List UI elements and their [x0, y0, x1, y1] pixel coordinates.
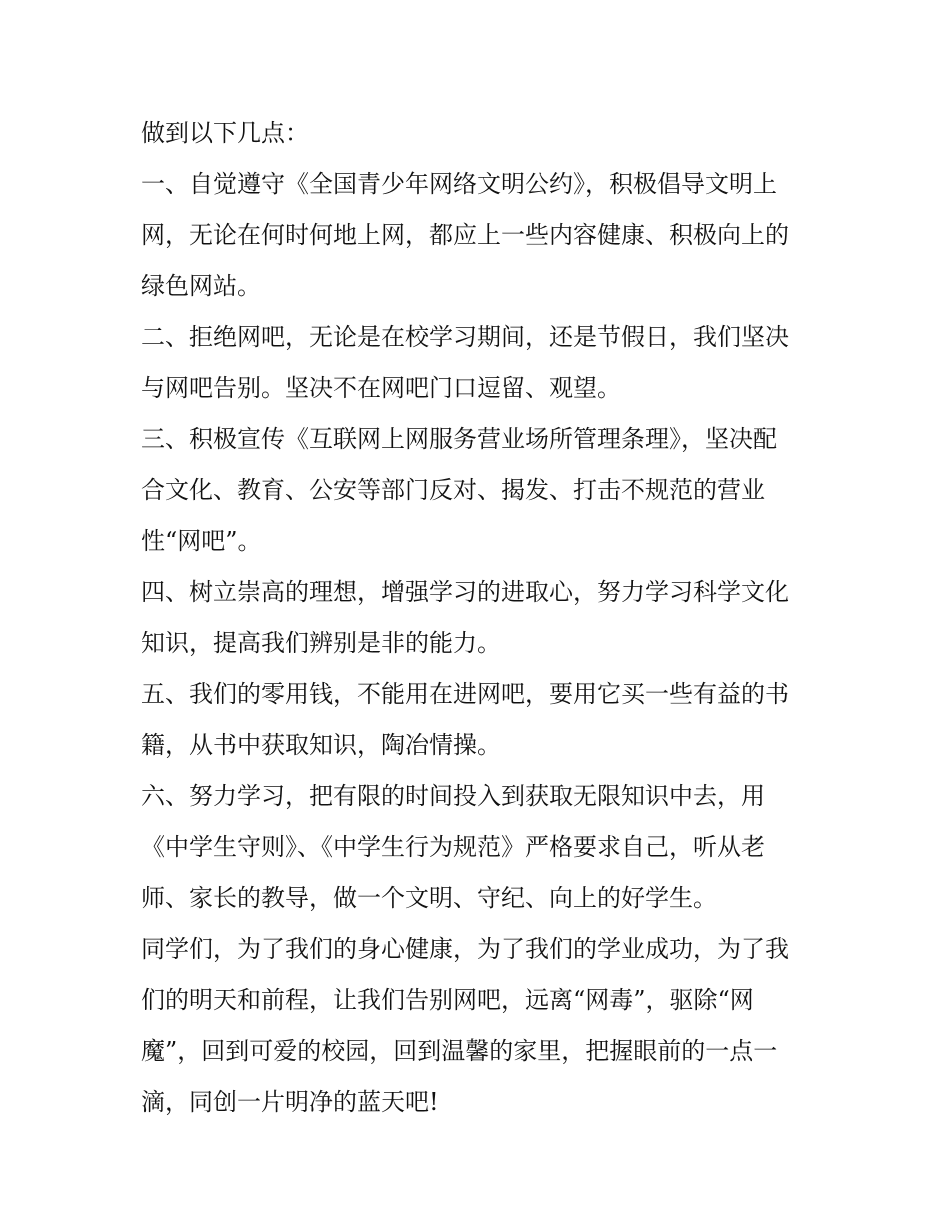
text-line: 籍，从书中获取知识，陶冶情操。 — [141, 731, 501, 759]
text-line: 五、我们的零用钱，不能用在进网吧，要用它买一些有益的书 — [141, 680, 789, 708]
document-body — [141, 108, 821, 1128]
text-line: 四、树立崇高的理想，增强学习的进取心，努力学习科学文化 — [141, 578, 789, 606]
text-line: 绿色网站。 — [141, 272, 261, 300]
text-line: 网，无论在何时何地上网，都应上一些内容健康、积极向上的 — [141, 221, 789, 249]
text-line: 同学们，为了我们的身心健康，为了我们的学业成功，为了我 — [141, 935, 789, 963]
text-line: 做到以下几点： — [141, 119, 309, 147]
text-line: 与网吧告别。坚决不在网吧门口逗留、观望。 — [141, 374, 621, 402]
text-line: 师、家长的教导，做一个文明、守纪、向上的好学生。 — [141, 884, 717, 912]
text-line: 二、拒绝网吧，无论是在校学习期间，还是节假日，我们坚决 — [141, 323, 789, 351]
text-line: 魔”，回到可爱的校园，回到温馨的家里，把握眼前的一点一 — [141, 1037, 778, 1065]
text-line: 性“网吧”。 — [141, 527, 262, 555]
text-line: 滴，同创一片明净的蓝天吧! — [141, 1088, 439, 1116]
text-line: 一、自觉遵守《全国青少年网络文明公约》，积极倡导文明上 — [141, 170, 777, 198]
text-line: 三、积极宣传《互联网上网服务营业场所管理条理》，坚决配 — [141, 425, 777, 453]
text-line: 们的明天和前程，让我们告别网吧，远离“网毒”，驱除“网 — [141, 986, 754, 1014]
text-line: 合文化、教育、公安等部门反对、揭发、打击不规范的营业 — [141, 476, 765, 504]
text-line: 六、努力学习，把有限的时间投入到获取无限知识中去，用 — [141, 782, 765, 810]
text-line: 《中学生守则》、《中学生行为规范》严格要求自己，听从老 — [141, 833, 765, 861]
text-line: 知识，提高我们辨别是非的能力。 — [141, 629, 501, 657]
